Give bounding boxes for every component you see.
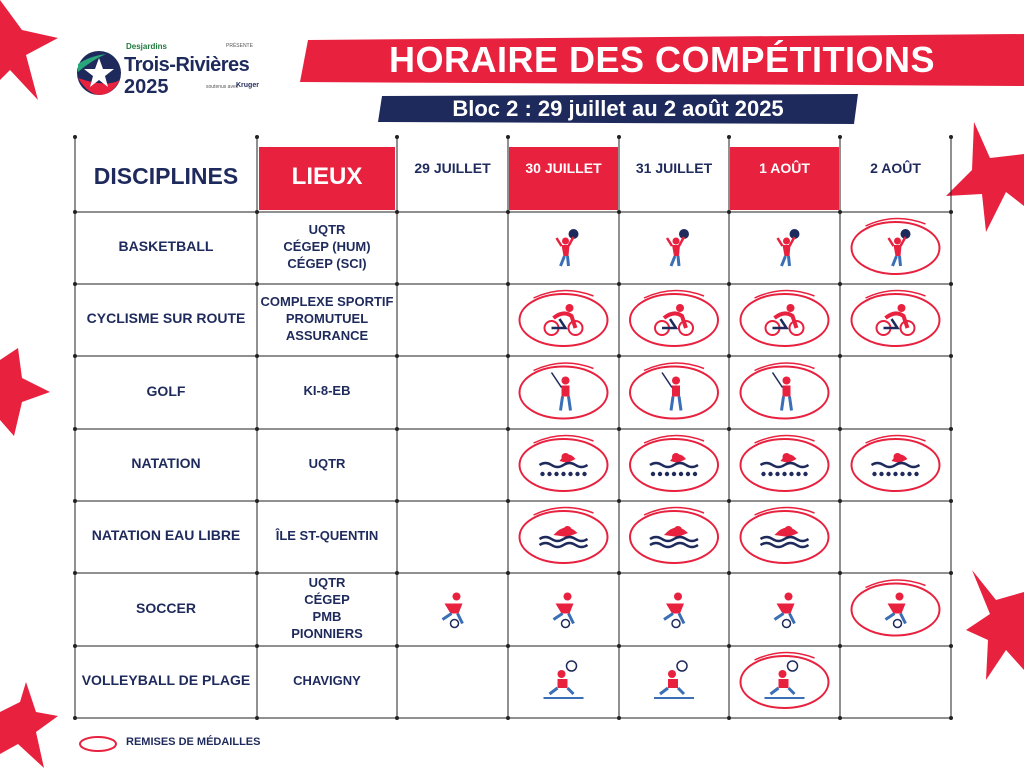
- swimming-pool-icon: [650, 453, 698, 476]
- sponsor-name: Desjardins: [126, 42, 167, 51]
- cycling-icon: [877, 304, 915, 335]
- golf-icon: [552, 373, 571, 411]
- basketball-icon: [889, 229, 911, 266]
- page-subtitle: Bloc 2 : 29 juillet au 2 août 2025: [452, 96, 784, 121]
- venue-line: CHAVIGNY: [293, 672, 361, 688]
- beach-volleyball-icon: [544, 661, 584, 698]
- discipline-label: NATATION: [131, 455, 201, 471]
- venue-line: ASSURANCE: [285, 327, 369, 343]
- open-water-icon: [761, 526, 809, 547]
- swimming-pool-icon: [761, 453, 809, 476]
- basketball-icon: [557, 229, 579, 266]
- medal-ring-icon: [741, 294, 829, 346]
- cycling-icon: [766, 304, 804, 335]
- discipline-label: SOCCER: [136, 599, 196, 616]
- partner-name: Kruger: [236, 82, 259, 89]
- soccer-icon: [775, 593, 795, 628]
- open-water-icon: [540, 526, 588, 547]
- medal-ring-icon: [852, 294, 940, 346]
- venue-line: UQTR: [308, 455, 346, 471]
- soccer-icon: [664, 593, 684, 628]
- discipline-label: BASKETBALL: [118, 238, 214, 254]
- venue-line: UQTR: [308, 574, 346, 590]
- date-header: 2 AOÛT: [870, 159, 921, 176]
- venue-label: [257, 573, 397, 642]
- venue-line: UQTR: [308, 221, 346, 237]
- venue-label: [257, 212, 397, 280]
- open-water-icon: [650, 526, 698, 547]
- beach-volleyball-icon: [654, 661, 694, 698]
- disciplines-header: DISCIPLINES: [93, 163, 239, 189]
- venue-line: PIONNIERS: [291, 625, 363, 641]
- medal-ring-icon: [630, 294, 718, 346]
- legend-label: REMISES DE MÉDAILLES: [126, 736, 261, 748]
- date-header: 31 JUILLET: [635, 159, 713, 176]
- medal-ring-icon: [520, 294, 608, 346]
- lieux-header: LIEUX: [291, 162, 363, 190]
- venue-label: [257, 284, 397, 352]
- cycling-icon: [655, 304, 693, 335]
- venue-line: CÉGEP (HUM): [283, 238, 371, 254]
- medal-ring-icon: [520, 511, 608, 563]
- venue-line: COMPLEXE SPORTIF: [260, 293, 394, 309]
- beach-volleyball-icon: [765, 661, 805, 698]
- cycling-icon: [545, 304, 583, 335]
- venue-label: [257, 356, 397, 425]
- discipline-label: NATATION EAU LIBRE: [91, 527, 241, 543]
- venue-line: PMB: [312, 608, 342, 624]
- venue-label: [257, 501, 397, 569]
- venue-line: CÉGEP (SCI): [287, 255, 367, 271]
- swimming-pool-icon: [872, 453, 920, 476]
- basketball-icon: [667, 229, 689, 266]
- date-header: 30 JUILLET: [525, 159, 602, 176]
- date-header: 1 AOÛT: [759, 159, 810, 176]
- medal-ring-icon: [78, 735, 118, 753]
- partner-tag: soutenus avec: [206, 84, 239, 90]
- golf-icon: [662, 373, 681, 411]
- swimming-pool-icon: [540, 453, 588, 476]
- medal-ring-icon: [741, 511, 829, 563]
- sponsor-tag: PRÉSENTE: [226, 43, 253, 49]
- basketball-icon: [778, 229, 800, 266]
- page-title: HORAIRE DES COMPÉTITIONS: [388, 39, 936, 80]
- golf-icon: [773, 373, 792, 411]
- soccer-icon: [443, 593, 463, 628]
- medal-ring-icon: [630, 511, 718, 563]
- venue-label: [257, 429, 397, 497]
- logo-year: 2025: [124, 76, 169, 98]
- venue-line: CÉGEP: [304, 591, 350, 607]
- date-header: 29 JUILLET: [414, 159, 491, 176]
- soccer-icon: [554, 593, 574, 628]
- venue-line: PROMUTUEL: [285, 310, 369, 326]
- venue-line: ÎLE ST-QUENTIN: [275, 527, 379, 543]
- discipline-label: CYCLISME SUR ROUTE: [86, 310, 246, 326]
- venue-line: KI-8-EB: [303, 383, 351, 398]
- discipline-label: GOLF: [146, 382, 186, 399]
- venue-label: [257, 646, 397, 714]
- logo-city: Trois-Rivières: [124, 54, 250, 76]
- soccer-icon: [886, 593, 906, 628]
- discipline-label: VOLLEYBALL DE PLAGE: [81, 672, 251, 688]
